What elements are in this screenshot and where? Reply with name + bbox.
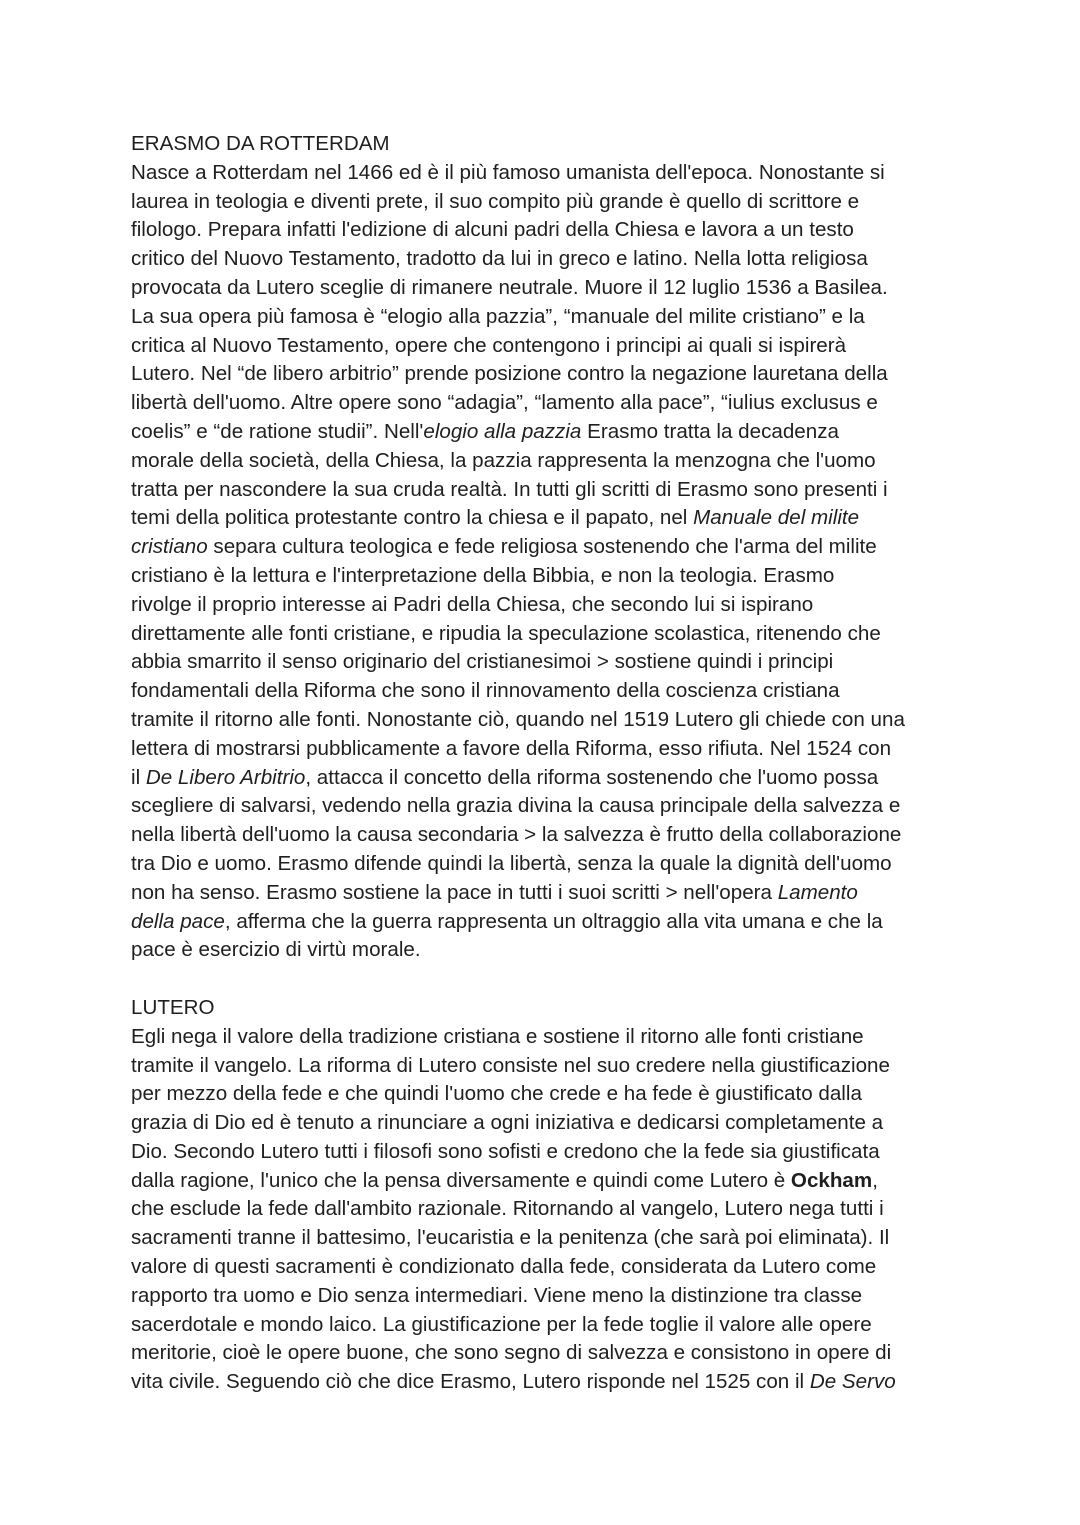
- section: [131, 130, 961, 965]
- text-line: [131, 245, 961, 274]
- text-segment: tramite il ritorno alle fonti. Nonostante ciò, quando nel 1519 Lutero gli chiede con una: [131, 707, 905, 731]
- section-gap: [131, 965, 961, 994]
- text-segment: dalla ragione, l'unico che la pensa diversamente e quindi come Lutero è: [131, 1168, 791, 1192]
- text-segment: scegliere di salvarsi, vedendo nella grazia divina la causa principale della salvezza e: [131, 794, 901, 818]
- text-segment: che esclude la fede dall'ambito razionale. Ritornando al vangelo, Lutero nega tutti i: [131, 1197, 884, 1221]
- text-segment: per mezzo della fede e che quindi l'uomo che crede e ha fede è giustificato dalla: [131, 1082, 862, 1106]
- text-segment: filologo. Prepara infatti l'edizione di alcuni padri della Chiesa e lavora a un testo: [131, 218, 854, 242]
- text-line: [131, 360, 961, 389]
- text-segment: La sua opera più famosa è “elogio alla pazzia”, “manuale del milite cristiano” e la: [131, 304, 865, 328]
- italic-text: De Servo: [809, 1370, 896, 1394]
- text-segment: non ha senso. Erasmo sostiene la pace in tutti i suoi scritti > nell'opera: [131, 880, 778, 904]
- text-line: [131, 706, 961, 735]
- italic-text: della pace: [131, 909, 225, 933]
- text-segment: coelis” e “de ratione studii”. Nell': [131, 419, 424, 443]
- text-line: [131, 648, 961, 677]
- text-segment: Lutero. Nel “de libero arbitrio” prende posizione contro la negazione lauretana della: [131, 362, 888, 386]
- text-line: [131, 1167, 961, 1196]
- text-line: [131, 792, 961, 821]
- text-segment: tra Dio e uomo. Erasmo difende quindi la libertà, senza la quale la dignità dell'uomo: [131, 851, 892, 875]
- text-segment: fondamentali della Riforma che sono il rinnovamento della coscienza cristiana: [131, 679, 840, 703]
- text-segment: pace è esercizio di virtù morale.: [131, 938, 421, 962]
- text-segment: Erasmo tratta la decadenza: [581, 419, 839, 443]
- text-segment: direttamente alle fonti cristiane, e ripudia la speculazione scolastica, ritenendo che: [131, 621, 881, 645]
- text-line: [131, 620, 961, 649]
- text-line: [131, 1195, 961, 1224]
- text-line: [131, 591, 961, 620]
- text-line: [131, 850, 961, 879]
- section-title: ERASMO DA ROTTERDAM: [131, 132, 390, 155]
- text-segment: abbia smarrito il senso originario del cristianesimoi > sostiene quindi i principi: [131, 650, 834, 674]
- text-line: [131, 936, 961, 965]
- text-line: [131, 879, 961, 908]
- text-segment: nella libertà dell'uomo la causa secondaria > la salvezza è frutto della collaborazione: [131, 823, 902, 847]
- text-segment: Egli nega il valore della tradizione cristiana e sostiene il ritorno alle fonti cristiane: [131, 1024, 864, 1048]
- text-segment: cristiano è la lettura e l'interpretazione della Bibbia, e non la teologia. Erasmo: [131, 563, 835, 587]
- text-line: [131, 1224, 961, 1253]
- text-segment: grazia di Dio ed è tenuto a rinunciare a ogni iniziativa e dedicarsi completamente a: [131, 1111, 884, 1135]
- text-line: [131, 447, 961, 476]
- text-segment: provocata da Lutero sceglie di rimanere neutrale. Muore il 12 luglio 1536 a Basilea.: [131, 275, 888, 299]
- text-segment: Dio. Secondo Lutero tutti i filosofi sono sofisti e credono che la fede sia giustificata: [131, 1139, 880, 1163]
- italic-text: Lamento: [777, 880, 858, 904]
- italic-text: Manuale del milite: [693, 506, 860, 530]
- text-segment: rapporto tra uomo e Dio senza intermediari. Viene meno la distinzione tra classe: [131, 1283, 863, 1307]
- text-line: [131, 1023, 961, 1052]
- text-line: [131, 908, 961, 937]
- text-segment: tratta per nascondere la sua cruda realtà. In tutti gli scritti di Erasmo sono presenti i: [131, 477, 888, 501]
- text-line: [131, 1368, 961, 1397]
- text-line: [131, 274, 961, 303]
- text-segment: , afferma che la guerra rappresenta un oltraggio alla vita umana e che la: [224, 909, 883, 933]
- text-segment: sacerdotale e mondo laico. La giustificazione per la fede toglie il valore alle opere: [131, 1312, 872, 1336]
- bold-text: Ockham: [790, 1168, 873, 1192]
- text-segment: tramite il vangelo. La riforma di Lutero consiste nel suo credere nella giustificazione: [131, 1053, 890, 1077]
- text-segment: meritorie, cioè le opere buone, che sono segno di salvezza e consistono in opere di: [131, 1341, 892, 1365]
- text-line: [131, 159, 961, 188]
- text-line: [131, 389, 961, 418]
- text-line: [131, 735, 961, 764]
- document-content: [131, 130, 961, 1397]
- text-line: [131, 476, 961, 505]
- text-line: [131, 1080, 961, 1109]
- text-segment: valore di questi sacramenti è condizionato dalla fede, considerata da Lutero come: [131, 1255, 877, 1279]
- text-segment: Nasce a Rotterdam nel 1466 ed è il più famoso umanista dell'epoca. Nonostante si: [131, 160, 885, 184]
- text-line: [131, 1311, 961, 1340]
- text-line: [131, 1109, 961, 1138]
- text-segment: separa cultura teologica e fede religiosa sostenendo che l'arma del milite: [207, 535, 877, 559]
- text-segment: critico del Nuovo Testamento, tradotto da lui in greco e latino. Nella lotta religiosa: [131, 247, 868, 271]
- italic-text: cristiano: [131, 535, 208, 559]
- text-segment: il: [131, 765, 146, 789]
- text-segment: critica al Nuovo Testamento, opere che contengono i principi ai quali si ispirerà: [131, 333, 847, 357]
- italic-text: elogio alla pazzia: [423, 419, 582, 443]
- text-segment: laurea in teologia e diventi prete, il suo compito più grande è quello di scrittore e: [131, 189, 860, 213]
- section-title: LUTERO: [131, 995, 215, 1019]
- text-line: [131, 418, 961, 447]
- text-line: [131, 1138, 961, 1167]
- section: [131, 994, 961, 1397]
- text-line: [131, 216, 961, 245]
- italic-text: De Libero Arbitrio: [145, 765, 306, 789]
- text-segment: ,: [872, 1168, 878, 1192]
- text-segment: sacramenti tranne il battesimo, l'eucaristia e la penitenza (che sarà poi eliminata). Il: [131, 1226, 890, 1250]
- text-line: [131, 188, 961, 217]
- text-line: [131, 1282, 961, 1311]
- text-line: [131, 562, 961, 591]
- text-segment: morale della società, della Chiesa, la pazzia rappresenta la menzogna che l'uomo: [131, 448, 876, 472]
- text-segment: , attacca il concetto della riforma sostenendo che l'uomo possa: [305, 765, 879, 789]
- text-segment: vita civile. Seguendo ciò che dice Erasmo, Lutero risponde nel 1525 con il: [131, 1370, 810, 1394]
- text-line: [131, 332, 961, 361]
- text-line: [131, 1339, 961, 1368]
- text-segment: lettera di mostrarsi pubblicamente a favore della Riforma, esso rifiuta. Nel 1524 con: [131, 736, 892, 760]
- text-segment: libertà dell'uomo. Altre opere sono “adagia”, “lamento alla pace”, “iulius exclusus e: [131, 391, 878, 415]
- text-line: [131, 533, 961, 562]
- text-line: [131, 677, 961, 706]
- text-segment: rivolge il proprio interesse ai Padri della Chiesa, che secondo lui si ispirano: [131, 592, 814, 616]
- text-line: [131, 1253, 961, 1282]
- text-line: [131, 821, 961, 850]
- text-segment: temi della politica protestante contro la chiesa e il papato, nel: [131, 506, 694, 530]
- text-line: [131, 303, 961, 332]
- text-line: [131, 764, 961, 793]
- text-line: [131, 1052, 961, 1081]
- text-line: [131, 504, 961, 533]
